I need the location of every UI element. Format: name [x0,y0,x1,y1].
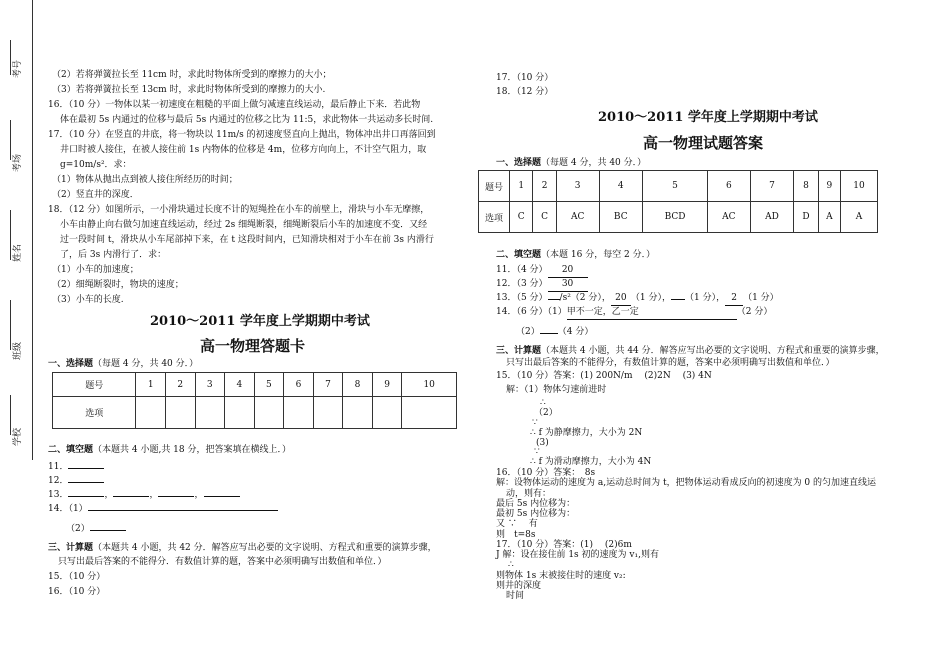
fill-value: 20 [548,263,588,278]
fill-value: 30 [548,277,588,292]
grid-header: 8 [794,171,818,202]
calc-item: 18．（12 分） [496,87,554,97]
fill-number: 11． [48,462,69,472]
answer-cell[interactable] [372,397,402,429]
solution-line: 16．（10 分）答案： 8s [496,468,596,478]
question-line: 16．（10 分）一物体以某一初速度在粗糙的平面上做匀减速直线运动，最后静止下来．若此物 [48,100,421,110]
fill-answer [496,305,772,320]
blank[interactable] [113,496,149,497]
blank[interactable] [90,530,126,531]
question-line: 小车由静止向右做匀加速直线运动，经过 2s 细绳断裂，细绳断裂后小车的加速度不变．又经 [60,220,428,230]
answer-key-grid [478,170,878,233]
fill-number: （2） [516,327,540,337]
solution-line: J 解：设在接住前 1s 初的速度为 v₁,则有 [496,550,659,560]
section-label: 二、填空题 [48,445,94,455]
answer-cell[interactable] [225,397,255,429]
solution-line: ∵ [534,447,540,457]
answer-key-cell: A [840,202,877,233]
blank [540,333,558,334]
solution-line: ∴ [508,560,514,570]
answer-cell[interactable] [195,397,225,429]
grid-row-label: 选项 [479,202,510,233]
fill-value: （1 分）， [630,293,671,303]
grid-header: 2 [533,171,556,202]
solution-line: 15．（10 分）答案：(1) 200N/m (2)2N (3) 4N [496,371,712,381]
section-label: 三、计算题 [48,543,94,553]
fill-value: 2 [725,291,743,306]
answer-cell[interactable] [165,397,195,429]
answer-grid [52,372,457,429]
answer-key-cell: BC [599,202,643,233]
fill-value: /s²（2 分）， [559,293,611,303]
solution-line: （2） [534,408,558,418]
fill-score: （2 分） [736,307,773,317]
answer-key-cell: AC [556,202,599,233]
fill-answer [516,325,593,339]
exam-title-right: 2010～2011 学年度上学期期中考试 [598,110,818,125]
card-title: 高一物理答题卡 [200,337,306,355]
question-line: 井口时被人接住，在被人接住前 1s 内物体的位移是 4m，位移方向向上，不计空气阻力，取 [60,145,427,155]
fill-value: （1 分）， [685,293,726,303]
solution-line: 解：（1）物体匀速前进时 [506,385,607,395]
binding-margin [0,0,40,671]
label-exam-room: 考场 [13,153,23,172]
answer-cell[interactable] [284,397,314,429]
answer-key-cell: AD [750,202,794,233]
solution-line: ∴ f 为静摩擦力，大小为 2N [530,428,643,438]
section-desc: （每题 4 分，共 40 分．） [93,359,199,369]
solution-line: 17．（10 分）答案：(1) (2)6m [496,540,632,550]
question-line: 18．（12 分）如图所示，一小滑块通过长度不计的短绳拴在小车的前壁上，滑块与小车无摩擦， [48,205,430,215]
section-desc: （本题共 4 小题，共 44 分．解答应写出必要的文字说明、方程式和重要的演算步骤， [541,346,885,356]
solution-line: 又 ∵ 有 [496,519,538,529]
answer-title: 高一物理试题答案 [643,134,764,152]
fill-number: 12．（3 分） [496,279,548,289]
answer-key-cell: AC [707,202,750,233]
fill-score: （4 分） [557,327,594,337]
section-fill-right [496,248,655,262]
answer-key-cell: C [510,202,533,233]
grid-header: 9 [372,373,402,397]
fill-number: 14．（6 分）（1） [496,307,567,317]
blank[interactable] [68,496,104,497]
calc-item: 16．（10 分） [48,587,106,597]
section-desc-2: 只写出最后答案的不能得分，有数值计算的题，答案中必须明确写出数值和单位．） [506,358,835,368]
answer-cell[interactable] [343,397,373,429]
solution-line: 最后 5s 内位移为： [496,499,576,509]
question-line: （1）小车的加速度； [52,265,139,275]
exam-title: 2010～2011 学年度上学期期中考试 [150,314,370,329]
solution-line: 则物体 1s 末被接住时的速度 v₂: [496,571,626,581]
answer-key-cell: BCD [643,202,708,233]
question-line: g=10m/s²．求： [60,160,132,170]
grid-header: 6 [284,373,314,397]
label-name: 姓名 [13,243,23,262]
grid-header: 2 [165,373,195,397]
section-choice [48,357,198,371]
question-line: （2）竖直井的深度． [52,190,139,200]
answer-cell[interactable] [254,397,284,429]
blank [671,299,685,300]
grid-header: 9 [818,171,840,202]
question-line: （3）若将弹簧拉长至 13cm 时，求此时物体所受到的摩擦力的大小. [52,85,326,95]
grid-header: 7 [750,171,794,202]
fill-value: 甲不一定，乙一定 [567,305,737,320]
section-label: 一、选择题 [48,359,94,369]
blank [548,299,560,300]
answer-cell[interactable] [136,397,166,429]
blank[interactable] [158,496,194,497]
fill-item [66,522,126,536]
fill-value: （1 分） [743,293,779,303]
fill-number: 12． [48,476,69,486]
fill-item: 13． ， ， ， [48,488,240,502]
fill-item [48,502,278,516]
blank[interactable] [68,482,104,483]
grid-header: 5 [254,373,284,397]
grid-row-label: 选项 [53,397,136,429]
fill-item [48,460,104,474]
grid-header: 1 [136,373,166,397]
question-line: （2）若将弹簧拉长至 11cm 时，求此时物体所受到的摩擦力的大小； [52,70,332,80]
fill-answer [496,277,588,292]
answer-cell[interactable] [313,397,343,429]
answer-key-cell: D [794,202,818,233]
solution-line: ∴ [540,398,546,408]
section-desc: （本题 16 分，每空 2 分．） [541,250,656,260]
solution-line: ∴ f 为滑动摩擦力，大小为 4N [530,457,652,467]
calc-item: 17．（10 分） [496,73,554,83]
section-desc: （每题 4 分，共 40 分．） [541,158,647,168]
fill-item [48,474,104,488]
grid-header: 10 [840,171,877,202]
fill-number: 13． [48,490,69,500]
solution-line: 时间 [506,591,525,601]
answer-cell[interactable] [402,397,457,429]
answer-key-cell: C [533,202,556,233]
fill-answer [496,291,779,306]
grid-header: 8 [343,373,373,397]
blank[interactable] [88,510,278,511]
grid-header: 4 [225,373,255,397]
fill-number: （2） [66,524,90,534]
question-line: （3）小车的长度. [52,295,124,305]
section-calc [48,541,437,555]
binding-line [32,0,33,460]
grid-header: 5 [643,171,708,202]
section-desc-2: 只写出最后答案的不能得分．有数值计算的题，答案中必须明确写出数值和单位．） [58,557,387,567]
label-exam-number: 考号 [13,59,23,78]
fill-number: 13．（5 分） [496,293,548,303]
question-line: 17．（10 分）在竖直的井底，将一物块以 11m/s 的初速度竖直向上抛出，物体冲出井口再落回到 [48,130,436,140]
section-label: 一、选择题 [496,158,542,168]
label-class: 班级 [13,341,23,360]
section-desc: （本题共 4 小题，共 42 分．解答应写出必要的文字说明、方程式和重要的演算步骤， [93,543,437,553]
section-label: 三、计算题 [496,346,542,356]
grid-header: 3 [556,171,599,202]
blank[interactable] [204,496,240,497]
grid-header: 3 [195,373,225,397]
section-label: 二、填空题 [496,250,542,260]
solution-line: 动，则有： [506,489,552,499]
section-fill [48,443,291,457]
solution-line: 最初 5s 内位移为： [496,509,576,519]
grid-header: 题号 [479,171,510,202]
grid-header: 7 [313,373,343,397]
section-desc: （本题共 4 小题,共 18 分，把答案填在横线上．） [93,445,291,455]
solution-line: 则 t=8s [496,530,536,540]
question-line: （1）物体从抛出点到被人接住所经历的时间； [52,175,238,185]
solution-line: (3) [536,438,549,448]
grid-header: 4 [599,171,643,202]
grid-header: 6 [707,171,750,202]
solution-line: ∵ [532,418,538,428]
fill-number: 11．（4 分） [496,265,548,275]
grid-header: 10 [402,373,457,397]
solution-line: 则井的深度 [496,581,542,591]
blank[interactable] [68,468,104,469]
section-choice-right [496,156,646,170]
question-line: 了，后 3s 内滑行了．求： [60,250,167,260]
question-line: （2）细绳断裂时，物块的速度； [52,280,184,290]
fill-answer [496,263,588,278]
answer-key-cell: A [818,202,840,233]
label-school: 学校 [13,427,23,446]
calc-item: 15．（10 分） [48,572,106,582]
grid-header: 1 [510,171,533,202]
solution-line: 解：设物体运动的速度为 a,运动总时间为 t，把物体运动看成反向的初速度为 0 的匀加速直线运 [496,478,877,488]
fill-number: 14．（1） [48,504,88,514]
fill-value: 20 [611,291,631,306]
question-line: 过一段时间 t，滑块从小车尾部掉下来，在 t 这段时间内，已知滑块相对于小车在前 3s 内滑行 [60,235,434,245]
question-line: 体在最初 5s 内通过的位移与最后 5s 内通过的位移之比为 11:5，求此物体一共运动多长时间. [60,115,434,125]
grid-header: 题号 [53,373,136,397]
